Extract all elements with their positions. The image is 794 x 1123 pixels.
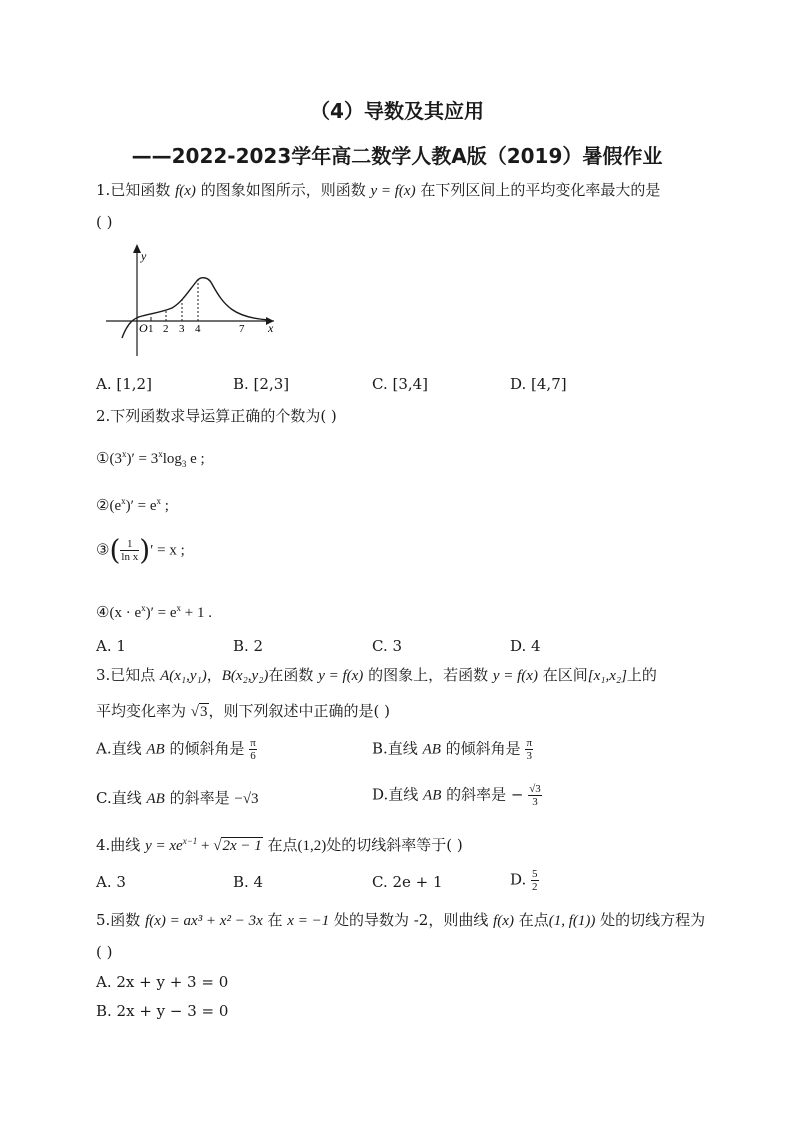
q4-option-b: B. 4 [233, 873, 264, 891]
tick-label-1: 1 [148, 323, 154, 335]
question-5-stem: 5.函数 f(x) = ax³ + x² − 3x 在 x = −1 处的导数为 -2，则曲线 f(x) 在点(1, f(1)) 处的切线方程为 [96, 911, 706, 929]
q2-option-a: A. 1 [96, 637, 126, 655]
question-4-stem: 4.曲线 $y = xe^{x-1} + √2x - 1$ 在点(1,2)处的切线斜率等于( ) [96, 836, 463, 854]
question-3-line-1: 3.已知点 A(x₁,y₁)，B(x₂,y₂)在函数 y = f(x) 的图象上，若函数 y = f(x) 在区间[x₁,x₂]上的 [96, 666, 657, 684]
q2-option-c: C. 3 [372, 637, 403, 655]
q2-option-b: B. 2 [233, 637, 264, 655]
question-2-stem: 2.下列函数求导运算正确的个数为( ) [96, 407, 337, 425]
tick-label-4: 4 [195, 323, 201, 335]
q4-option-c: C. 2e + 1 [372, 873, 443, 891]
question-3-line-2: 平均变化率为 √3，则下列叙述中正确的是( ) [96, 702, 390, 720]
q5-option-a: A. 2x + y + 3 = 0 [96, 973, 229, 991]
q3-option-c: C.直线 AB 的斜率是 −√3 [96, 789, 259, 807]
question-5-paren: ( ) [96, 943, 113, 961]
q1-option-b: B. [2,3] [233, 375, 290, 393]
page-title: （4）导数及其应用 [310, 99, 484, 123]
q1-option-c: C. [3,4] [372, 375, 429, 393]
q3-option-d: D.直线 AB 的斜率是 − $\frac{√3}{3}$ [372, 783, 541, 808]
page-subtitle: ——2022-2023学年高二数学人教A版（2019）暑假作业 [131, 144, 663, 168]
q3-option-a: A.直线 AB 的倾斜角是 $\frac{\pi}{6}$ [96, 737, 256, 762]
question-1-stem: 1.已知函数 f(x) 的图象如图所示，则函数 y = f(x) 在下列区间上的平均变化率最大的是 [96, 181, 661, 199]
q2-item-1: $①(3^x)' = 3^x\log_3$ e ; [96, 449, 205, 469]
y-axis-arrow [133, 244, 141, 253]
q2-item-4: ④(x · $e^x)' = e^x + 1$ . [96, 603, 212, 621]
origin-label: O [139, 321, 148, 335]
tick-label-3: 3 [179, 323, 185, 335]
q2-option-d: D. 4 [510, 637, 541, 655]
tick-label-2: 2 [163, 323, 169, 335]
y-label: y [141, 249, 147, 263]
q2-item-3: ③( $\frac{1}{\text{ln x}}$ )′ = x ; [96, 533, 185, 567]
q1-option-d: D. [4,7] [510, 375, 567, 393]
q2-item-2: $②(e^x)' = e^x$ ; [96, 496, 169, 514]
q4-option-a: A. 3 [96, 873, 126, 891]
question-1-paren: ( ) [96, 213, 113, 231]
tick-label-7: 7 [239, 323, 245, 335]
x-label: x [268, 321, 274, 335]
function-graph [100, 240, 285, 360]
q1-option-a: A. [1,2] [96, 375, 152, 393]
q4-option-d: D. $\frac{5}{2}$ [510, 868, 538, 893]
q5-option-b: B. 2x + y − 3 = 0 [96, 1002, 229, 1020]
q3-option-b: B.直线 AB 的倾斜角是 $\frac{\pi}{3}$ [372, 737, 532, 762]
